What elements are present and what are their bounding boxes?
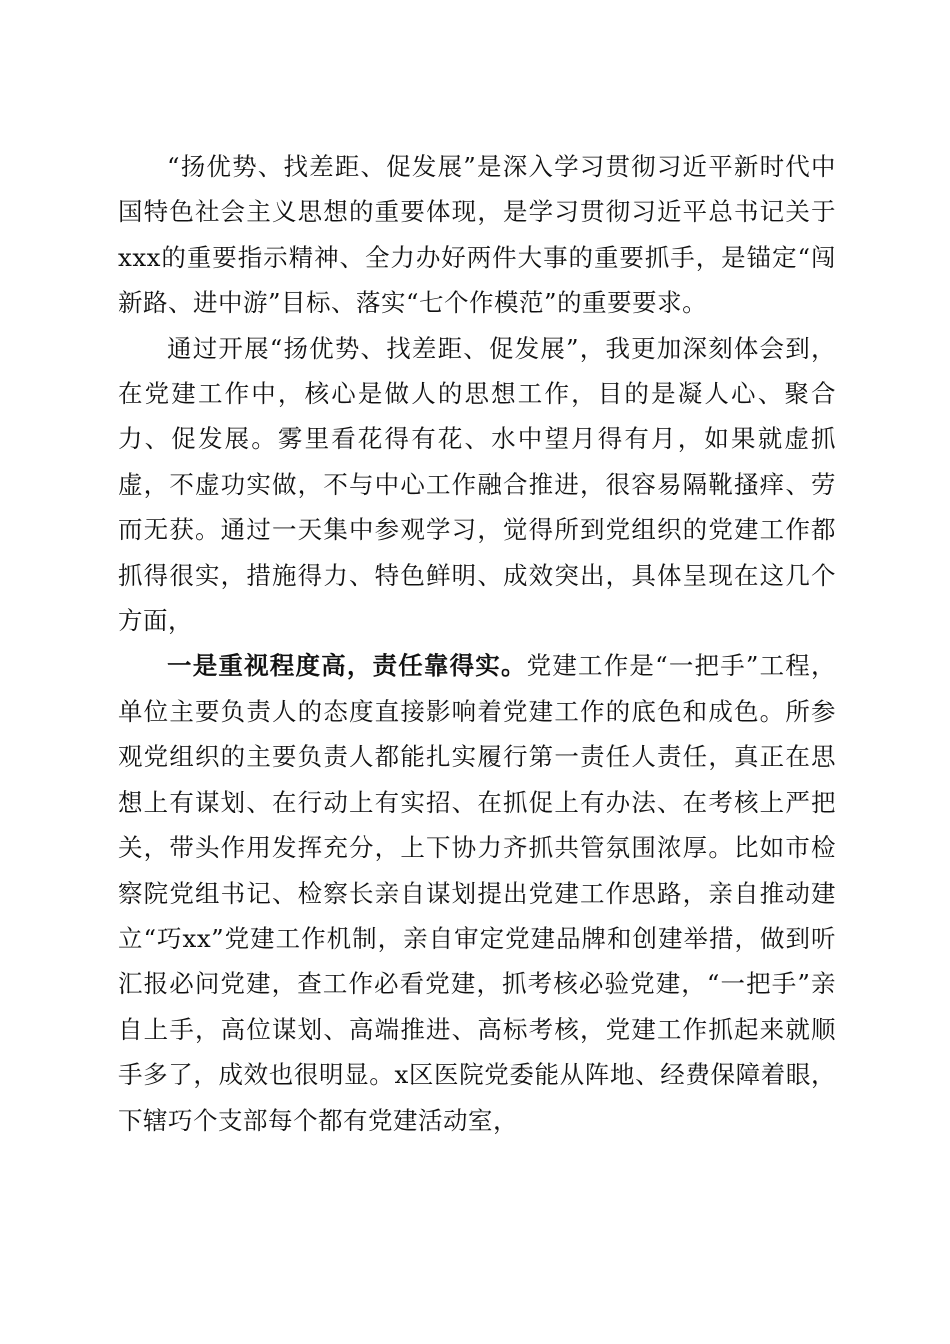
paragraph-intro-text: “扬优势、找差距、促发展”是深入学习贯彻习近平新时代中国特色社会主义思想的重要体现，是学习贯彻习近平总书记关于xxx的重要指示精神、全力办好两件大事的重要抓手，是锚定“闯新路、进中游”目标、落实“七个作模范”的重要要求。 [118, 152, 836, 318]
paragraph-point-one [118, 643, 836, 1142]
paragraph-point-one-text: 党建工作是“一把手”工程，单位主要负责人的态度直接影响着党建工作的底色和成色。所参观党组织的主要负责人都能扎实履行第一责任人责任，真正在思想上有谋划、在行动上有实招、在抓促上有办法、在考核上严把关，带头作用发挥充分，上下协力齐抓共管氛围浓厚。比如市检察院党组书记、检察长亲自谋划提出党建工作思路，亲自推动建立“巧xx”党建工作机制，亲自审定党建品牌和创建举措，做到听汇报必问党建，查工作必看党建，抓考核必验党建，“一把手”亲自上手，高位谋划、高端推进、高标考核，党建工作抓起来就顺手多了，成效也很明显。x区医院党委能从阵地、经费保障着眼，下辖巧个支部每个都有党建活动室， [118, 651, 836, 1135]
paragraph-intro [118, 144, 836, 326]
document-body [118, 144, 836, 1143]
paragraph-reflection [118, 326, 836, 644]
paragraph-point-one-lead: 一是重视程度高，责任靠得实。 [167, 651, 527, 681]
paragraph-reflection-text: 通过开展“扬优势、找差距、促发展”，我更加深刻体会到，在党建工作中，核心是做人的思想工作，目的是凝人心、聚合力、促发展。雾里看花得有花、水中望月得有月，如果就虚抓虚，不虚功实做，不与中心工作融合推进，很容易隔靴搔痒、劳而无获。通过一天集中参观学习，觉得所到党组织的党建工作都抓得很实，措施得力、特色鲜明、成效突出，具体呈现在这几个方面， [118, 333, 836, 636]
